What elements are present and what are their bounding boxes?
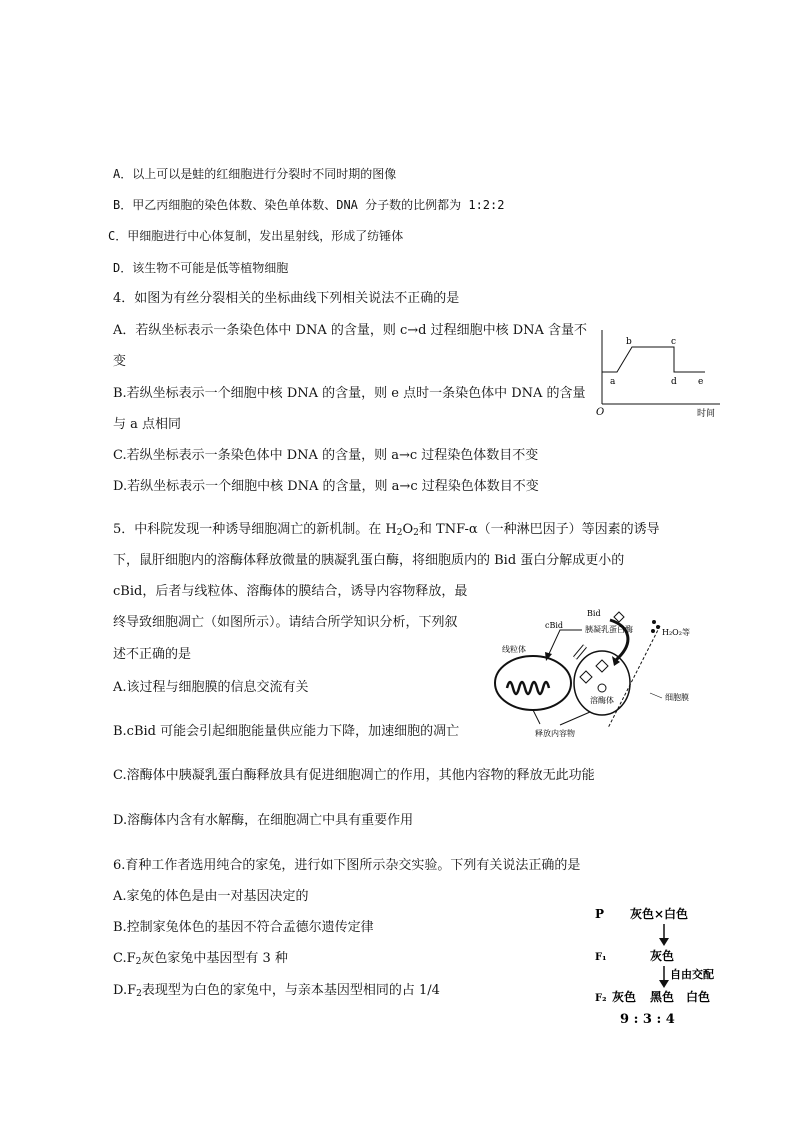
point-a: a	[610, 377, 616, 387]
q5-option-b: B.cBid 可能会引起细胞能量供应能力下降，加速细胞的凋亡	[113, 724, 460, 739]
q5-option-a: A.该过程与细胞膜的信息交流有关	[113, 680, 309, 695]
q4-dna-graph	[592, 322, 727, 422]
f1-phenotype: 灰色	[650, 949, 675, 963]
q5-stem-line5: 述不正确的是	[113, 647, 192, 662]
q5-option-d: D.溶酶体内含有水解酶，在细胞凋亡中具有重要作用	[113, 813, 414, 828]
f2-white: 白色	[686, 990, 711, 1004]
point-d: d	[671, 377, 677, 387]
q4-option-c: C.若纵坐标表示一条染色体中 DNA 的含量，则 a→c 过程染色体数目不变	[113, 448, 539, 463]
q5-stem-line2: 下，鼠肝细胞内的溶酶体释放微量的胰凝乳蛋白酶，将细胞质内的 Bid 蛋白分解成更小的	[113, 553, 625, 568]
f2-black: 黑色	[650, 990, 675, 1004]
point-e: e	[698, 377, 704, 387]
graph-x-label: 时间	[697, 409, 716, 419]
label-cbid: cBid	[545, 621, 564, 630]
label-lysosome: 溶酶体	[590, 696, 614, 705]
point-b: b	[626, 337, 632, 347]
label-mitochondrion: 线粒体	[502, 645, 526, 654]
f2-grey: 灰色	[612, 990, 637, 1004]
q6-option-b: B.控制家兔体色的基因不符合孟德尔遗传定律	[113, 920, 374, 935]
q4-option-a-line2: 变	[113, 354, 127, 369]
dna-curve	[602, 347, 705, 372]
gen-p: P	[595, 907, 605, 921]
point-c: c	[671, 337, 677, 347]
q5-stem-line3: cBid，后者与线粒体、溶酶体的膜结合，诱导内容物释放，最	[113, 584, 468, 599]
q3-option-b: B．甲乙丙细胞的染色体数、染色单体数、DNA 分子数的比例都为 1:2:2	[113, 198, 505, 212]
q5-apoptosis-diagram	[490, 608, 705, 743]
q4-stem: 4．如图为有丝分裂相关的坐标曲线下列相关说法不正确的是	[113, 291, 460, 306]
q3-option-d: D．该生物不可能是低等植物细胞	[113, 261, 289, 275]
label-enzyme: 胰凝乳蛋白酶	[585, 625, 633, 634]
q6-option-c: $C.F_2$灰色家兔中基因型有 3 种	[113, 951, 288, 967]
q4-option-d: D.若纵坐标表示一个细胞中核 DNA 的含量，则 a→c 过程染色体数目不变	[113, 479, 539, 494]
q5-stem-line4: 终导致细胞凋亡（如图所示）。请结合所学知识分析，下列叙	[113, 615, 458, 630]
label-membrane: 细胞膜	[665, 693, 689, 702]
gen-f1: F₁	[595, 952, 607, 963]
f2-ratio: 9 : 3 : 4	[620, 1012, 675, 1027]
gen-f2: F₂	[595, 993, 607, 1004]
q4-option-a-line1: A．若纵坐标表示一条染色体中 DNA 的含量，则 c→d 过程细胞中核 DNA 含量不	[113, 323, 588, 338]
q6-stem: 6.育种工作者选用纯合的家兔，进行如下图所示杂交实验。下列有关说法正确的是	[113, 858, 581, 873]
label-release: 释放内容物	[535, 729, 575, 738]
q6-option-d: $D.F_2$表现型为白色的家兔中，与亲本基因型相同的占 1/4	[113, 983, 440, 999]
q4-option-b-line2: 与 a 点相同	[113, 417, 182, 432]
q5-option-c: C.溶酶体中胰凝乳蛋白酶释放具有促进细胞凋亡的作用，其他内容物的释放无此功能	[113, 768, 595, 783]
q3-option-c: C．甲细胞进行中心体复制，发出星射线，形成了纺锤体	[108, 229, 404, 243]
q3-option-a: A．以上可以是蛙的红细胞进行分裂时不同时期的图像	[113, 167, 397, 181]
q4-option-b-line1: B.若纵坐标表示一个细胞中核 DNA 的含量，则 e 点时一条染色体中 DNA 的含量	[113, 386, 586, 401]
p-cross: 灰色×白色	[630, 907, 689, 921]
q6-cross-diagram	[590, 900, 730, 1030]
label-bid: Bid	[587, 609, 601, 618]
free-mating: 自由交配	[670, 968, 714, 981]
mitochondrion-cristae	[507, 682, 549, 694]
graph-origin: O	[596, 407, 605, 418]
cell-membrane-line	[608, 626, 660, 728]
label-h2o2: H₂O₂等	[662, 628, 690, 637]
q6-option-a: A.家兔的体色是由一对基因决定的	[113, 889, 309, 904]
q5-stem-line1: 5．中科院发现一种诱导细胞凋亡的新机制。在 $H_2O_2$和 TNF-α（一种淋巴因子）等因素的诱导	[113, 522, 660, 538]
